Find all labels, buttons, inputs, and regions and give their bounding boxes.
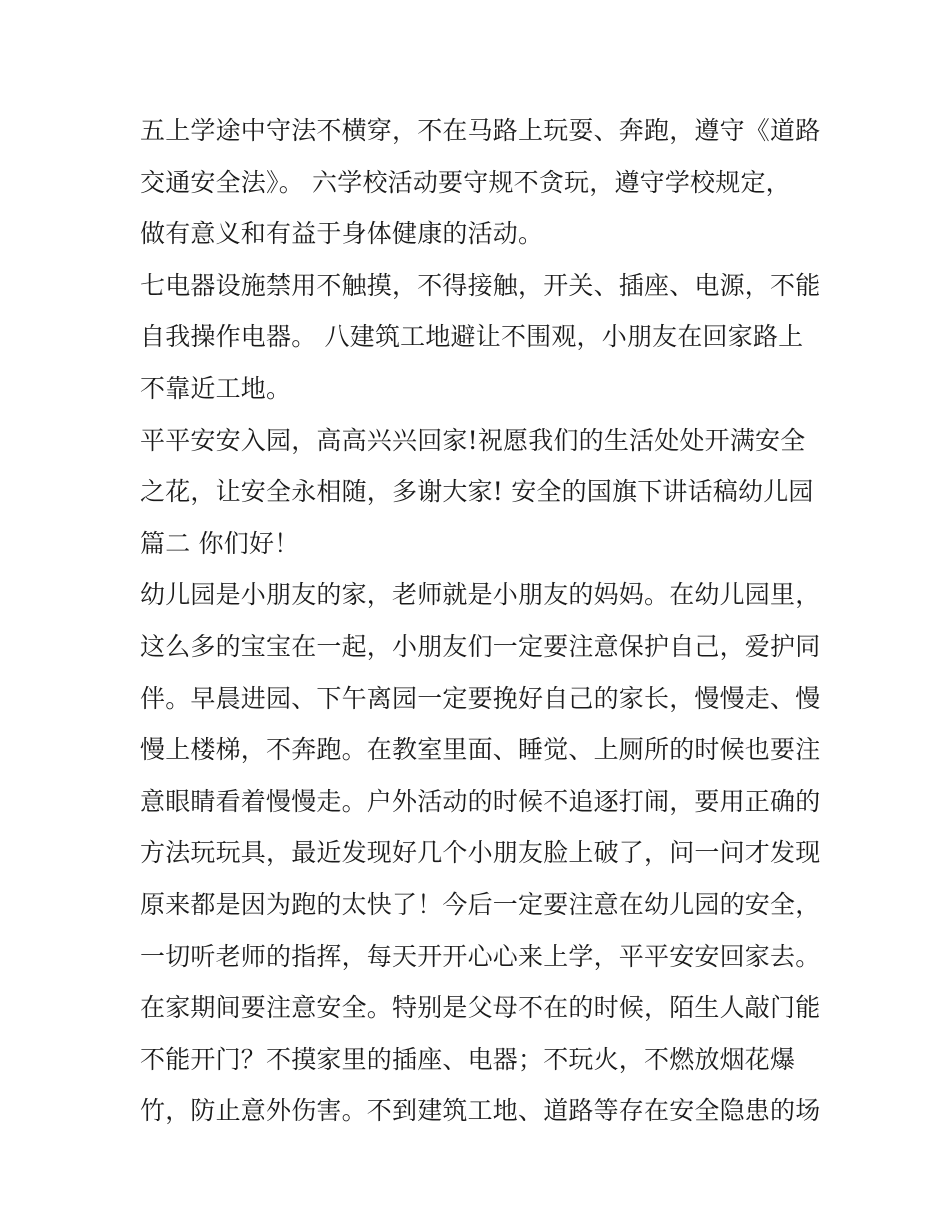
- text-line: 做有意义和有益于身体健康的活动。: [140, 219, 544, 249]
- text-line: 平平安安入园，高高兴兴回家!祝愿我们的生活处处开满安全: [140, 425, 806, 455]
- text-line: 方法玩玩具，最近发现好几个小朋友脸上破了，问一问才发现: [140, 838, 821, 868]
- text-line: 五上学途中守法不横穿，不在马路上玩耍、奔跑，遵守《道路: [140, 116, 821, 145]
- text-line: 原来都是因为跑的太快了！今后一定要注意在幼儿园的安全，: [140, 889, 821, 919]
- text-line: 在家期间要注意安全。特别是父母不在的时候，陌生人敲门能: [140, 993, 821, 1023]
- text-line: 一切听老师的指挥，每天开开心心来上学，平平安安回家去。: [140, 941, 821, 971]
- text-line: 慢上楼梯，不奔跑。在教室里面、睡觉、上厕所的时候也要注: [140, 735, 821, 765]
- text-line: 自我操作电器。 八建筑工地避让不围观，小朋友在回家路上: [140, 322, 804, 352]
- text-line: 这么多的宝宝在一起，小朋友们一定要注意保护自己，爱护同: [140, 631, 821, 661]
- text-line: 幼儿园是小朋友的家，老师就是小朋友的妈妈。在幼儿园里，: [140, 580, 821, 610]
- text-line: 意眼睛看着慢慢走。户外活动的时候不追逐打闹，要用正确的: [140, 786, 821, 816]
- text-line: 篇二 你们好！: [140, 528, 300, 558]
- text-line: 伴。早晨进园、下午离园一定要挽好自己的家长，慢慢走、慢: [140, 683, 821, 713]
- document-body: [140, 109, 820, 1141]
- text-line: 交通安全法》。 六学校活动要守规不贪玩，遵守学校规定，: [140, 167, 791, 197]
- text-line: 不靠近工地。: [140, 373, 292, 403]
- text-line: 竹，防止意外伤害。不到建筑工地、道路等存在安全隐患的场: [140, 1096, 821, 1126]
- text-line: 七电器设施禁用不触摸，不得接触，开关、插座、电源，不能: [140, 270, 821, 300]
- text-line: 不能开门？不摸家里的插座、电器；不玩火，不燃放烟花爆: [140, 1044, 796, 1074]
- text-line: 之花，让安全永相随，多谢大家! 安全的国旗下讲话稿幼儿园: [140, 477, 814, 507]
